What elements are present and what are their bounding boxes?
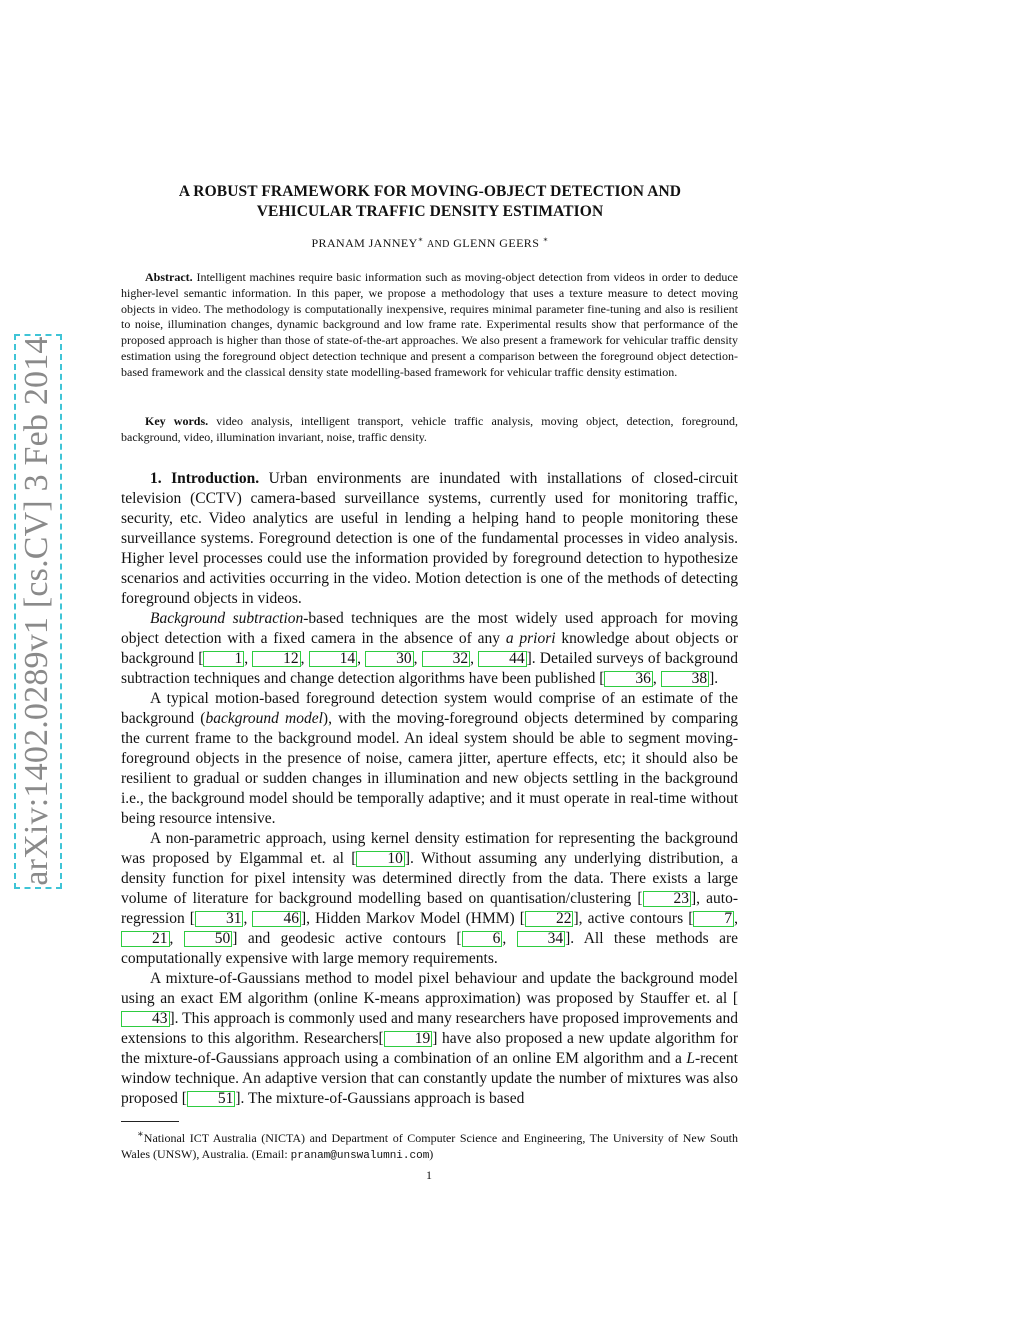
paragraph-5 <box>121 969 738 1109</box>
citation-link[interactable]: 10 <box>356 851 405 867</box>
paragraph-1-text: Urban environments are inundated with installations of closed-circuit television (CCTV) camera-based surveillance systems, currently used for monitoring traffic, security, etc. Video analytics are useful in lending a helping hand to people monitoring these surveillance systems. Foreground detection is one of the fundamental processes in video analysis. Higher level processes could use the information provided by foreground detection to hypothesize scenarios and activities occurring in the video. Motion detection is one of the methods of detecting foreground objects in videos. <box>121 470 738 607</box>
paragraph-1 <box>121 469 738 609</box>
text-run: ]. All these methods are computationally expensive with large memory requirements. <box>121 930 739 967</box>
text-run: ], Hidden Markov Model (HMM) [ <box>300 910 525 927</box>
citation-link[interactable]: 12 <box>252 651 301 667</box>
keywords <box>121 414 738 446</box>
text-run: ]. Detailed surveys of background subtraction techniques and change detection algorithms have been published [ <box>121 650 739 687</box>
citation-link[interactable]: 14 <box>309 651 358 667</box>
text-run: -recent window technique. An adaptive version that can constantly update the number of mixtures was also proposed [ <box>121 1050 738 1107</box>
paper-title <box>120 182 740 222</box>
citation-link[interactable]: 44 <box>478 651 527 667</box>
text-run: ] and geodesic active contours [ <box>232 930 462 947</box>
italic-term: a priori <box>505 630 556 647</box>
text-run: ]. This approach is commonly used and many researchers have proposed improvements and extensions to this algorithm. Researchers[ <box>121 1010 738 1047</box>
section-heading: 1. Introduction. <box>150 470 260 487</box>
citation-link[interactable]: 34 <box>517 931 566 947</box>
author-connector: AND <box>426 239 450 250</box>
author-1-mark: ∗ <box>417 235 424 244</box>
arxiv-stamp <box>14 334 62 889</box>
text-run: knowledge about objects or background [ <box>121 630 738 667</box>
text-run: ] have also proposed a new update algorithm for the mixture-of-Gaussians approach using a combination of an online EM algorithm and a <box>121 1030 738 1067</box>
citation-link[interactable]: 23 <box>643 891 692 907</box>
abstract-text: Intelligent machines require basic information such as moving-object detection from videos in order to deduce higher-level semantic information. In this paper, we propose a methodology that uses a texture measure to detect moving objects in video. The methodology is computationally inexpensive, requires minimal parameter fine-tuning and also is resilient to noise, illumination changes, dynamic background and low frame rate. Experimental results show that performance of the proposed approach is higher than those of state-of-the-art approaches. We also present a framework for vehicular traffic density estimation using the foreground object detection technique and present a comparison between the foreground object detection-based framework and the classical density state modelling-based framework for vehicular traffic density estimation. <box>121 270 738 379</box>
text-run: ], auto-regression [ <box>121 890 739 927</box>
math-variable: L <box>686 1050 695 1067</box>
citation-link[interactable]: 36 <box>604 671 653 687</box>
author-1: PRANAM JANNEY <box>311 236 418 250</box>
citation-link[interactable]: 32 <box>422 651 471 667</box>
citation-link[interactable]: 19 <box>384 1031 433 1047</box>
text-run: -based techniques are the most widely used approach for moving object detection with a fixed camera in the absence of any <box>121 610 739 647</box>
citation-link[interactable]: 50 <box>184 931 233 947</box>
page-number: 1 <box>426 1168 432 1182</box>
text-run: A non-parametric approach, using kernel density estimation for representing the background was proposed by Elgammal et. al [ <box>121 830 738 867</box>
italic-term: Background subtraction <box>150 610 304 627</box>
abstract <box>121 270 738 381</box>
footnote-text: National ICT Australia (NICTA) and Department of Computer Science and Engineering, The University of New South Wales (UNSW), Australia. (Email: <box>121 1131 738 1161</box>
footnote <box>121 1127 738 1164</box>
paragraph-3 <box>121 689 738 829</box>
author-2-mark: ∗ <box>542 235 549 244</box>
text-run: ), with the moving-foreground objects determined by comparing the current frame to the background model. An ideal system should be able to segment moving-foreground objects in the presence of noise, camera jitter, aperture effects, etc; it should also be resilient to gradual or sudden changes in illumination and new objects settling in the background i.e., the background model should be temporally adaptive; and it must operate in real-time without being resource intensive. <box>121 710 739 827</box>
citation-link[interactable]: 43 <box>121 1011 170 1027</box>
citation-link[interactable]: 38 <box>661 671 710 687</box>
paragraph-4: A non-parametric approach, using kernel density estimation for representing the background was proposed by Elgammal et. al [ 10 ]. Without assuming any underlying distribution, a density function for pixel intensity was determined directly from the data. There exists a large volume of literature for background modelling based on quantisation/clustering [ 23 ], auto-regression [ 31 , 46 ], Hidden Markov Model (HMM) [ 22 ], active contours [ 7 , 21 , 50 ] and geodesic active contours [ 6 , 34 ]. All these methods are computationally expensive with large memory requirements. <box>121 830 739 967</box>
footnote-rule <box>121 1121 179 1122</box>
citation-link[interactable]: 46 <box>252 911 301 927</box>
text-run: ]. <box>709 670 719 687</box>
text-run: A typical motion-based foreground detection system would comprise of an estimate of the background ( <box>121 690 738 727</box>
citation-link[interactable]: 1 <box>203 651 244 667</box>
author-2: GLENN GEERS <box>453 236 540 250</box>
arxiv-stamp-text: arXiv:1402.0289v1 [cs.CV] 3 Feb 2014 <box>18 336 55 886</box>
paragraph-2: Background subtraction-based techniques are the most widely used approach for moving object detection with a fixed camera in the absence of any a priori knowledge about objects or background [ 1 , 12 , 14 , 30 , 32 , 44 ]. Detailed surveys of background subtraction techniques and change detection algorithms have been published [ 36 , 38 ]. <box>121 610 739 687</box>
italic-term: background model <box>205 710 323 727</box>
footnote-email[interactable]: pranam@unswalumni.com <box>290 1149 430 1162</box>
keywords-text: video analysis, intelligent transport, vehicle traffic analysis, moving object, detection, foreground, background, video, illumination invariant, noise, traffic density. <box>121 414 738 444</box>
citation-link[interactable]: 7 <box>693 911 734 927</box>
text-run: ], active contours [ <box>573 910 694 927</box>
citation-link[interactable]: 22 <box>525 911 574 927</box>
authors <box>120 235 740 251</box>
text-run: A mixture-of-Gaussians method to model pixel behaviour and update the background model using an exact EM algorithm (online K-means approximation) was proposed by Stauffer et. al [ <box>121 970 738 1007</box>
citation-link[interactable]: 6 <box>462 931 503 947</box>
title-line-2: VEHICULAR TRAFFIC DENSITY ESTIMATION <box>256 203 604 220</box>
keywords-label: Key words. <box>145 414 209 428</box>
text-run: ]. Without assuming any underlying distribution, a density function for pixel intensity was determined directly from the data. There exists a large volume of literature for background modelling based on quantisation/clustering [ <box>121 850 738 907</box>
footnote-close: ) <box>429 1146 434 1161</box>
citation-link[interactable]: 21 <box>121 931 170 947</box>
title-line-1: A ROBUST FRAMEWORK FOR MOVING-OBJECT DETECTION AND <box>178 183 682 200</box>
text-run: ]. The mixture-of-Gaussians approach is based <box>235 1090 525 1107</box>
citation-link[interactable]: 31 <box>195 911 244 927</box>
citation-link[interactable]: 51 <box>187 1091 236 1107</box>
footnote-mark: ∗ <box>137 1129 144 1140</box>
abstract-label: Abstract. <box>145 270 193 284</box>
citation-link[interactable]: 30 <box>365 651 414 667</box>
body-text <box>121 469 738 1109</box>
